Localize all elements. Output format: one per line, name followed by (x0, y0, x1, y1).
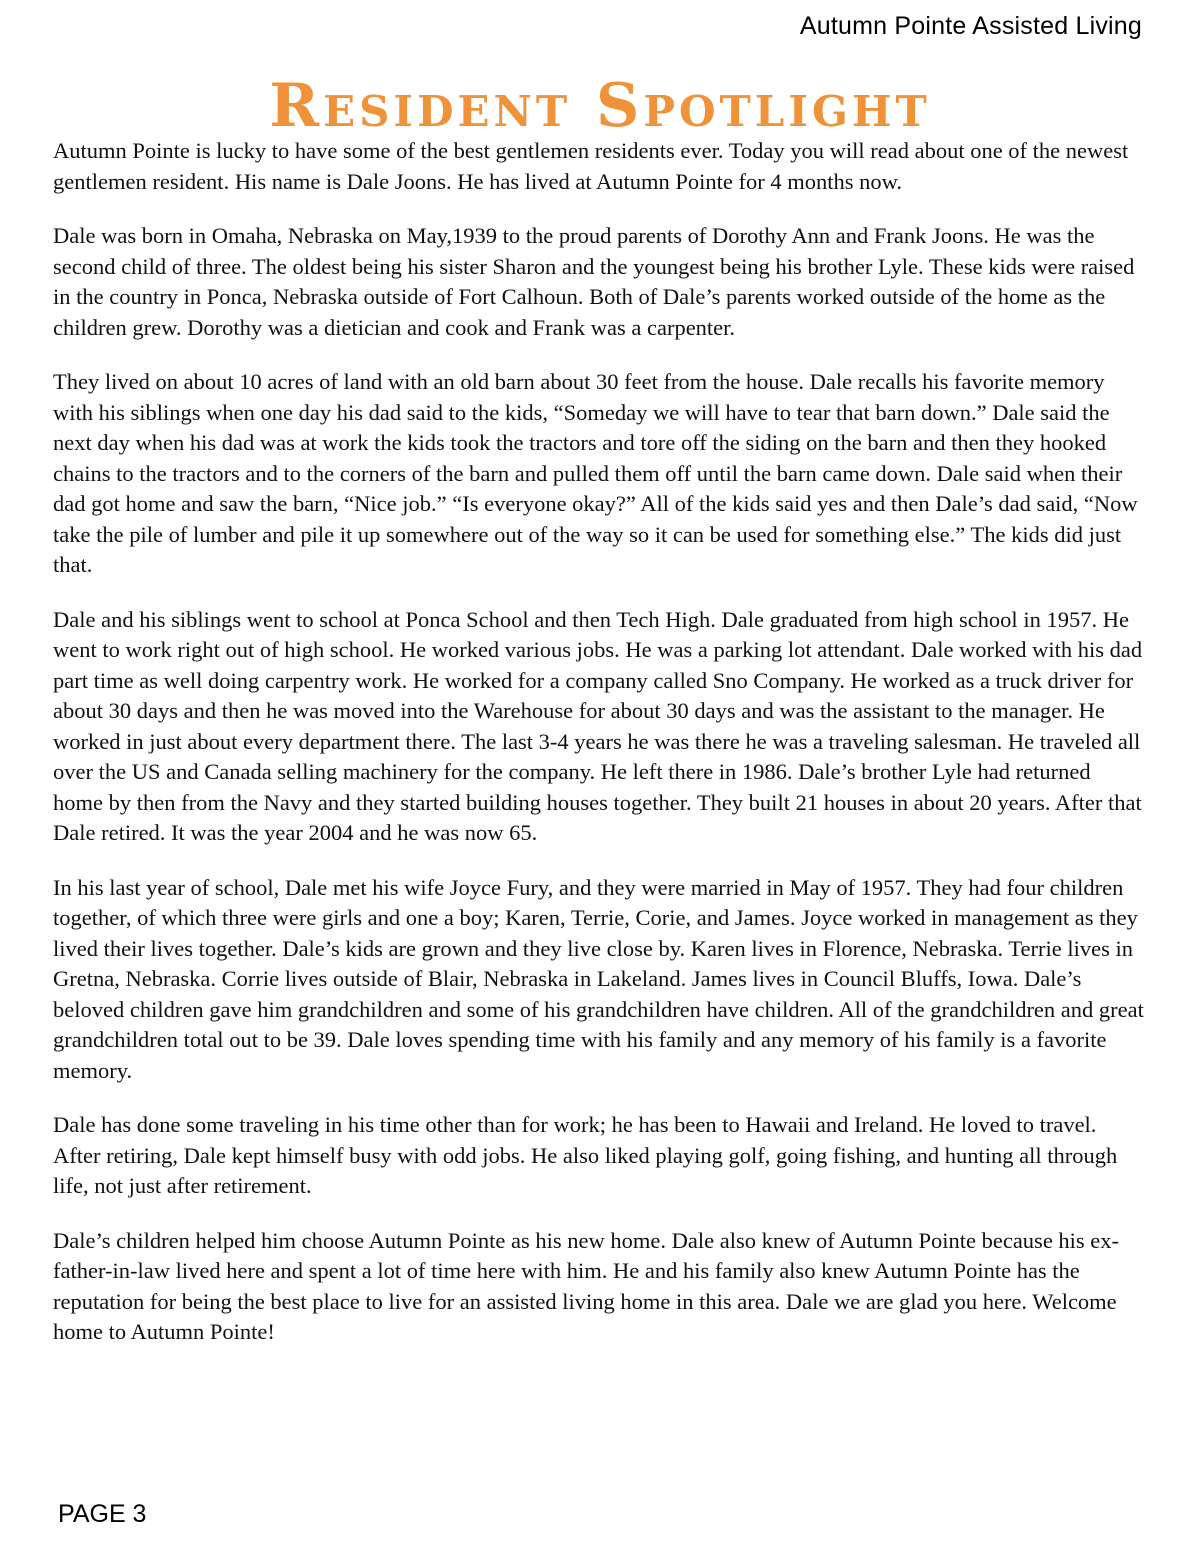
article-paragraph: In his last year of school, Dale met his wife Joyce Fury, and they were married in May of 1957. They had four children together, of which three were girls and one a boy; Karen, Terrie, Corie, and James. Joyce worked in management as they lived their lives together. Dale’s kids are grown and they live close by. Karen lives in Florence, Nebraska. Terrie lives in Gretna, Nebraska. Corrie lives outside of Blair, Nebraska in Lakeland. James lives in Council Bluffs, Iowa. Dale’s beloved children gave him grandchildren and some of his grandchildren have children. All of the grandchildren and great grandchildren total out to be 39. Dale loves spending time with his family and any memory of his family is a favorite memory. (53, 874, 1144, 1083)
page-title: Resident Spotlight (269, 71, 931, 141)
page-header-org-name: Autumn Pointe Assisted Living (799, 12, 1142, 40)
article-paragraph: Dale’s children helped him choose Autumn Pointe as his new home. Dale also knew of Autumn Pointe because his ex-father-in-law lived here and spent a lot of time here with him. He and his family also knew Autumn Pointe has the reputation for being the best place to live for an assisted living home in this area. Dale we are glad you here. Welcome home to Autumn Pointe! (53, 1227, 1120, 1344)
article-paragraph: Dale was born in Omaha, Nebraska on May,1939 to the proud parents of Dorothy Ann and Frank Joons. He was the second child of three. The oldest being his sister Sharon and the youngest being his brother Lyle. These kids were raised in the country in Ponca, Nebraska outside of Fort Calhoun. Both of Dale’s parents worked outside of the home as the children grew. Dorothy was a dietician and cook and Frank was a carpenter. (53, 223, 1135, 340)
article-paragraph: They lived on about 10 acres of land with an old barn about 30 feet from the house. Dale recalls his favorite memory with his siblings when one day his dad said to the kids, “Someday we will have to tear that barn down.” Dale said the next day when his dad was at work the kids took the tractors and tore off the siding on the barn and then they hooked chains to the tractors and to the corners of the barn and pulled them off until the barn came down. Dale said when their dad got home and saw the barn, “Nice job.” “Is everyone okay?” All of the kids said yes and then Dale’s dad said, “Now take the pile of lumber and pile it up somewhere out of the way so it can be used for something else.” The kids did just that. (53, 369, 1138, 577)
article-paragraph: Dale and his siblings went to school at Ponca School and then Tech High. Dale graduated from high school in 1957. He went to work right out of high school. He worked various jobs. He was a parking lot attendant. Dale worked with his dad part time as well doing carpentry work. He worked for a company called Sno Company. He worked as a truck driver for about 30 days and then he was moved into the Warehouse for about 30 days and was the assistant to the manager. He worked in just about every department there. The last 3-4 years he was there he was a traveling salesman. He traveled all over the US and Canada selling machinery for the company. He left there in 1986. Dale’s brother Lyle had returned home by then from the Navy and they started building houses together. They built 21 houses in about 20 years. After that Dale retired. It was the year 2004 and he was now 65. (53, 606, 1143, 845)
article-body (53, 136, 1145, 1372)
page-number: PAGE 3 (58, 1500, 147, 1528)
article-paragraph: Autumn Pointe is lucky to have some of the best gentlemen residents ever. Today you will read about one of the newest gentlemen resident. His name is Dale Joons. He has lived at Autumn Pointe for 4 months now. (53, 138, 1129, 194)
article-paragraph: Dale has done some traveling in his time other than for work; he has been to Hawaii and Ireland. He loved to travel. After retiring, Dale kept himself busy with odd jobs. He also liked playing golf, going fishing, and hunting all through life, not just after retirement. (53, 1112, 1118, 1198)
